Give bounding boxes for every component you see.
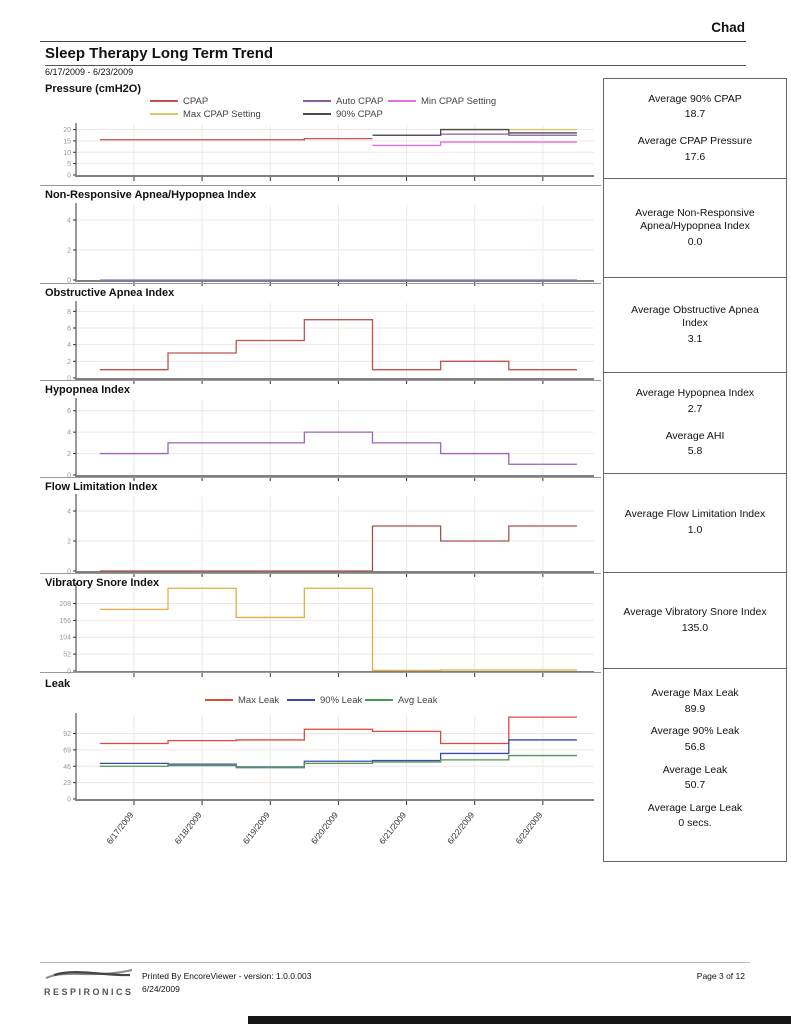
vibratory-snore-summary xyxy=(603,572,787,669)
svg-text:2: 2 xyxy=(67,358,71,366)
legend-label: Auto CPAP xyxy=(336,96,384,107)
section-separator xyxy=(40,477,601,478)
svg-text:23: 23 xyxy=(63,780,71,788)
summary-entry xyxy=(636,387,754,416)
footer-rule xyxy=(40,962,750,963)
summary-value: 17.6 xyxy=(684,150,706,163)
svg-text:10: 10 xyxy=(63,149,71,157)
summary-label: Average Flow Limitation Index xyxy=(624,508,766,521)
legend-item xyxy=(303,96,383,107)
summary-entry xyxy=(638,135,752,164)
legend-swatch-icon xyxy=(388,100,416,102)
summary-label: Average Vibratory Snore Index xyxy=(623,605,767,618)
svg-text:15: 15 xyxy=(63,138,71,146)
section-title-hypopnea: Hypopnea Index xyxy=(45,384,130,396)
date-range: 6/17/2009 - 6/23/2009 xyxy=(45,67,134,77)
section-separator xyxy=(40,573,601,574)
summary-value: 5.8 xyxy=(687,445,703,458)
legend-swatch-icon xyxy=(365,699,393,701)
chart-svg xyxy=(40,582,600,682)
hypopnea-chart xyxy=(40,397,600,486)
obstructive-summary xyxy=(603,277,787,373)
summary-entry xyxy=(623,606,766,635)
legend-item xyxy=(287,695,362,706)
obstructive-apnea-chart xyxy=(40,300,600,389)
chart-svg xyxy=(40,202,600,291)
summary-label: Average 90% Leak xyxy=(650,725,740,738)
svg-text:2: 2 xyxy=(67,538,71,546)
legend-item xyxy=(150,109,261,120)
chart-svg xyxy=(40,122,600,186)
summary-value: 3.1 xyxy=(687,332,703,345)
summary-label: Average Large Leak xyxy=(647,801,743,814)
section-title-vibratorysnore: Vibratory Snore Index xyxy=(45,577,160,589)
svg-text:6: 6 xyxy=(67,408,71,416)
svg-text:4: 4 xyxy=(67,508,71,516)
summary-entry xyxy=(618,207,772,250)
legend-label: 90% CPAP xyxy=(336,109,383,120)
svg-text:6/17/2009: 6/17/2009 xyxy=(104,810,136,847)
svg-text:46: 46 xyxy=(63,763,71,771)
section-separator xyxy=(40,185,601,186)
chart-svg xyxy=(40,300,600,389)
chart-svg xyxy=(40,712,600,872)
nonresponsive-ahi-chart xyxy=(40,202,600,291)
title-rule xyxy=(45,65,746,66)
svg-text:4: 4 xyxy=(67,217,71,225)
section-title-obstructive: Obstructive Apnea Index xyxy=(45,287,175,299)
summary-label: Average Max Leak xyxy=(651,687,739,699)
summary-value: 135.0 xyxy=(681,621,709,634)
svg-text:6/21/2009: 6/21/2009 xyxy=(376,810,409,847)
legend-swatch-icon xyxy=(303,113,331,115)
page-title: Sleep Therapy Long Term Trend xyxy=(45,45,274,62)
summary-entry xyxy=(648,802,742,831)
svg-text:4: 4 xyxy=(67,342,71,350)
legend-swatch-icon xyxy=(205,699,233,701)
printed-by: Printed By EncoreViewer - version: 1.0.0.003 xyxy=(142,971,312,981)
section-separator xyxy=(40,283,601,284)
header-rule xyxy=(40,41,746,42)
summary-label: Average Leak xyxy=(662,763,728,776)
summary-label: Average AHI xyxy=(665,429,725,442)
legend-label: Max CPAP Setting xyxy=(183,109,261,120)
summary-value: 1.0 xyxy=(687,524,703,536)
svg-text:6/23/2009: 6/23/2009 xyxy=(513,810,545,847)
summary-value: 50.7 xyxy=(684,779,706,792)
legend-swatch-icon xyxy=(287,699,315,701)
summary-value: 89.9 xyxy=(684,702,706,715)
nonresponsive-summary xyxy=(603,178,787,278)
flow-limitation-summary xyxy=(603,473,787,573)
legend-label: Min CPAP Setting xyxy=(421,96,497,107)
summary-entry xyxy=(663,764,728,793)
section-separator xyxy=(40,380,601,381)
svg-text:156: 156 xyxy=(59,617,71,625)
svg-text:92: 92 xyxy=(63,731,71,739)
svg-text:20: 20 xyxy=(63,127,71,135)
svg-text:6/22/2009: 6/22/2009 xyxy=(445,810,477,847)
section-title-pressure: Pressure (cmH2O) xyxy=(45,83,141,95)
summary-value: 18.7 xyxy=(684,108,706,121)
page-number: Page 3 of 12 xyxy=(696,971,745,981)
svg-text:0: 0 xyxy=(67,568,71,576)
svg-text:0: 0 xyxy=(67,668,71,676)
summary-entry xyxy=(651,687,738,716)
printed-date: 6/24/2009 xyxy=(142,984,180,994)
summary-value: 56.8 xyxy=(684,740,706,753)
legend-swatch-icon xyxy=(303,100,331,102)
legend-swatch-icon xyxy=(150,113,178,115)
svg-text:6: 6 xyxy=(67,325,71,333)
svg-text:0: 0 xyxy=(67,375,71,383)
summary-label: Average Obstructive Apnea Index xyxy=(631,303,759,330)
section-title-leak: Leak xyxy=(45,678,71,690)
summary-label: Average Non-Responsive Apnea/Hypopnea Index xyxy=(635,206,755,233)
summary-value: 0.0 xyxy=(687,235,703,248)
summary-label: Average Hypopnea Index xyxy=(635,387,755,400)
summary-entry xyxy=(625,508,765,537)
svg-text:0: 0 xyxy=(67,472,71,480)
svg-text:5: 5 xyxy=(67,161,71,169)
vibratory-snore-chart xyxy=(40,582,600,682)
svg-text:0: 0 xyxy=(67,172,71,180)
legend-label: Avg Leak xyxy=(398,695,438,706)
svg-text:2: 2 xyxy=(67,451,71,459)
logo-swoosh-icon xyxy=(44,966,136,982)
section-separator xyxy=(40,672,601,673)
summary-entry xyxy=(666,430,725,459)
svg-text:52: 52 xyxy=(63,651,71,659)
legend-item xyxy=(365,695,437,706)
legend-label: 90% Leak xyxy=(320,695,363,706)
svg-text:0: 0 xyxy=(67,277,71,285)
svg-text:6/18/2009: 6/18/2009 xyxy=(172,810,204,847)
legend-item xyxy=(150,96,208,107)
patient-name: Chad xyxy=(711,20,745,35)
summary-value: 2.7 xyxy=(687,402,703,415)
legend-item xyxy=(303,109,383,120)
summary-label: Average 90% CPAP xyxy=(648,92,742,105)
legend-item xyxy=(388,96,496,107)
svg-text:6/20/2009: 6/20/2009 xyxy=(308,810,340,847)
svg-text:0: 0 xyxy=(67,796,71,804)
pressure-chart xyxy=(40,122,600,186)
legend-item xyxy=(205,695,279,706)
viewer-edge-bar xyxy=(248,1016,791,1024)
svg-text:8: 8 xyxy=(67,308,71,316)
respironics-logo xyxy=(44,966,136,997)
svg-text:208: 208 xyxy=(59,600,71,608)
legend-swatch-icon xyxy=(150,100,178,102)
svg-text:69: 69 xyxy=(63,747,71,755)
summary-entry xyxy=(648,93,742,122)
summary-value: 0 secs. xyxy=(678,817,712,830)
pressure-summary xyxy=(603,78,787,179)
section-title-nonresponsive: Non-Responsive Apnea/Hypopnea Index xyxy=(45,189,257,201)
leak-chart xyxy=(40,712,600,872)
section-title-flowlimitation: Flow Limitation Index xyxy=(45,481,158,493)
svg-text:2: 2 xyxy=(67,247,71,255)
chart-svg xyxy=(40,397,600,486)
legend-label: Max Leak xyxy=(238,695,280,706)
logo-wordmark: RESPIRONICS xyxy=(44,987,134,997)
summary-entry xyxy=(618,304,772,347)
svg-text:6/19/2009: 6/19/2009 xyxy=(240,810,272,847)
summary-entry xyxy=(651,725,740,754)
hypopnea-summary xyxy=(603,372,787,474)
summary-label: Average CPAP Pressure xyxy=(637,135,753,147)
leak-summary xyxy=(603,668,787,862)
chart-svg xyxy=(40,493,600,582)
svg-text:4: 4 xyxy=(67,429,71,437)
legend-label: CPAP xyxy=(183,96,209,107)
svg-text:104: 104 xyxy=(59,634,71,642)
flow-limitation-chart xyxy=(40,493,600,582)
